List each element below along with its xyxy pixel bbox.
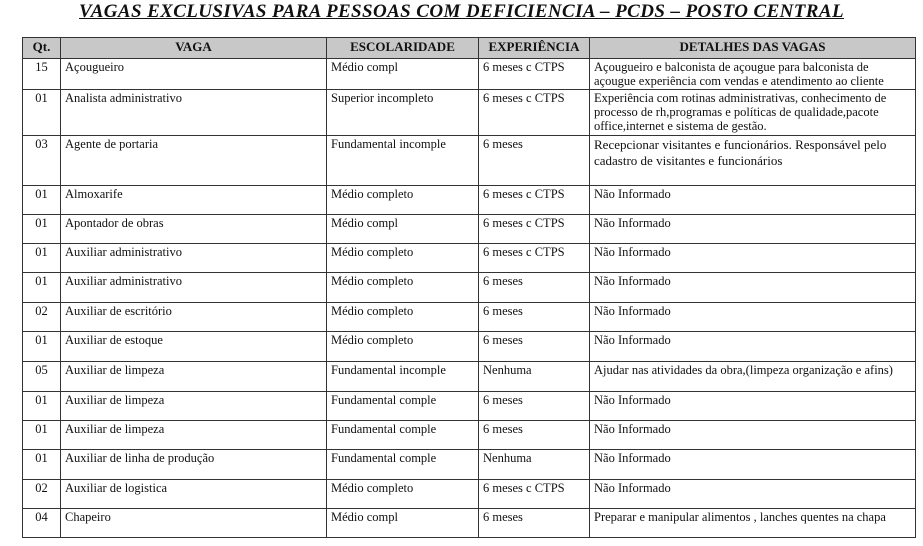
column-header-detalhes: DETALHES DAS VAGAS xyxy=(590,38,916,59)
cell-experiencia: 6 meses c CTPS xyxy=(479,186,590,215)
cell-detalhes: Ajudar nas atividades da obra,(limpeza organização e afins) xyxy=(590,362,916,392)
cell-detalhes: Não Informado xyxy=(590,303,916,332)
cell-experiencia: Nenhuma xyxy=(479,362,590,392)
cell-experiencia: 6 meses xyxy=(479,136,590,186)
cell-experiencia: 6 meses xyxy=(479,421,590,450)
column-header-experiencia: EXPERIÊNCIA xyxy=(479,38,590,59)
cell-escolaridade: Fundamental comple xyxy=(327,421,479,450)
cell-vaga: Auxiliar de estoque xyxy=(61,332,327,362)
table-row xyxy=(23,273,916,303)
table-row xyxy=(23,59,916,90)
table-row xyxy=(23,186,916,215)
cell-qt: 15 xyxy=(23,59,61,90)
cell-experiencia: 6 meses xyxy=(479,509,590,538)
table-row xyxy=(23,332,916,362)
cell-escolaridade: Médio completo xyxy=(327,303,479,332)
table-row xyxy=(23,215,916,244)
cell-escolaridade: Fundamental comple xyxy=(327,450,479,480)
cell-escolaridade: Fundamental incomple xyxy=(327,362,479,392)
cell-qt: 01 xyxy=(23,215,61,244)
cell-escolaridade: Superior incompleto xyxy=(327,90,479,136)
cell-detalhes: Não Informado xyxy=(590,480,916,509)
cell-detalhes: Não Informado xyxy=(590,450,916,480)
cell-experiencia: 6 meses c CTPS xyxy=(479,90,590,136)
cell-vaga: Auxiliar de linha de produção xyxy=(61,450,327,480)
cell-vaga: Auxiliar de logistica xyxy=(61,480,327,509)
cell-detalhes: Não Informado xyxy=(590,186,916,215)
cell-experiencia: 6 meses xyxy=(479,303,590,332)
column-header-vaga: VAGA xyxy=(61,38,327,59)
cell-qt: 01 xyxy=(23,392,61,421)
cell-qt: 01 xyxy=(23,90,61,136)
vacancies-table xyxy=(22,37,916,538)
cell-detalhes: Preparar e manipular alimentos , lanches quentes na chapa xyxy=(590,509,916,538)
cell-vaga: Chapeiro xyxy=(61,509,327,538)
cell-detalhes: Não Informado xyxy=(590,421,916,450)
cell-qt: 03 xyxy=(23,136,61,186)
column-header-qt: Qt. xyxy=(23,38,61,59)
cell-qt: 01 xyxy=(23,186,61,215)
cell-qt: 05 xyxy=(23,362,61,392)
cell-detalhes: Não Informado xyxy=(590,392,916,421)
cell-qt: 04 xyxy=(23,509,61,538)
cell-experiencia: 6 meses c CTPS xyxy=(479,480,590,509)
cell-experiencia: 6 meses c CTPS xyxy=(479,244,590,273)
cell-experiencia: 6 meses xyxy=(479,273,590,303)
cell-vaga: Auxiliar de limpeza xyxy=(61,421,327,450)
cell-detalhes: Não Informado xyxy=(590,244,916,273)
cell-detalhes: Açougueiro e balconista de açougue para balconista de açougue experiência com vendas e atendimento ao cliente xyxy=(590,59,916,90)
cell-vaga: Açougueiro xyxy=(61,59,327,90)
cell-vaga: Auxiliar de limpeza xyxy=(61,362,327,392)
cell-qt: 02 xyxy=(23,480,61,509)
table-row xyxy=(23,303,916,332)
cell-vaga: Auxiliar administrativo xyxy=(61,273,327,303)
cell-qt: 01 xyxy=(23,273,61,303)
cell-experiencia: 6 meses xyxy=(479,392,590,421)
cell-escolaridade: Médio completo xyxy=(327,332,479,362)
cell-escolaridade: Médio compl xyxy=(327,509,479,538)
cell-vaga: Auxiliar administrativo xyxy=(61,244,327,273)
cell-vaga: Analista administrativo xyxy=(61,90,327,136)
page-title: VAGAS EXCLUSIVAS PARA PESSOAS COM DEFICIENCIA – PCDS – POSTO CENTRAL xyxy=(79,1,844,22)
cell-detalhes: Não Informado xyxy=(590,215,916,244)
cell-escolaridade: Médio completo xyxy=(327,273,479,303)
cell-detalhes: Recepcionar visitantes e funcionários. Responsável pelo cadastro de visitantes e funcionários xyxy=(590,136,916,186)
cell-experiencia: Nenhuma xyxy=(479,450,590,480)
cell-escolaridade: Médio completo xyxy=(327,244,479,273)
cell-vaga: Almoxarife xyxy=(61,186,327,215)
table-row xyxy=(23,362,916,392)
cell-detalhes: Experiência com rotinas administrativas, conhecimento de processo de rh,programas e políticas de qualidade,pacote office,internet e sistema de gestão. xyxy=(590,90,916,136)
table-row xyxy=(23,509,916,538)
table-row xyxy=(23,244,916,273)
cell-vaga: Apontador de obras xyxy=(61,215,327,244)
table-row xyxy=(23,421,916,450)
cell-vaga: Auxiliar de limpeza xyxy=(61,392,327,421)
cell-qt: 01 xyxy=(23,244,61,273)
cell-experiencia: 6 meses c CTPS xyxy=(479,59,590,90)
table-row xyxy=(23,90,916,136)
cell-qt: 02 xyxy=(23,303,61,332)
cell-experiencia: 6 meses c CTPS xyxy=(479,215,590,244)
cell-vaga: Agente de portaria xyxy=(61,136,327,186)
cell-qt: 01 xyxy=(23,450,61,480)
table-row xyxy=(23,392,916,421)
cell-escolaridade: Médio compl xyxy=(327,215,479,244)
cell-qt: 01 xyxy=(23,332,61,362)
cell-escolaridade: Médio completo xyxy=(327,186,479,215)
cell-escolaridade: Médio compl xyxy=(327,59,479,90)
cell-detalhes: Não Informado xyxy=(590,332,916,362)
cell-vaga: Auxiliar de escritório xyxy=(61,303,327,332)
table-row xyxy=(23,480,916,509)
cell-qt: 01 xyxy=(23,421,61,450)
cell-escolaridade: Fundamental incomple xyxy=(327,136,479,186)
table-row xyxy=(23,136,916,186)
cell-experiencia: 6 meses xyxy=(479,332,590,362)
cell-detalhes: Não Informado xyxy=(590,273,916,303)
table-header-row xyxy=(23,38,916,59)
cell-escolaridade: Médio completo xyxy=(327,480,479,509)
table-row xyxy=(23,450,916,480)
column-header-escolaridade: ESCOLARIDADE xyxy=(327,38,479,59)
cell-escolaridade: Fundamental comple xyxy=(327,392,479,421)
